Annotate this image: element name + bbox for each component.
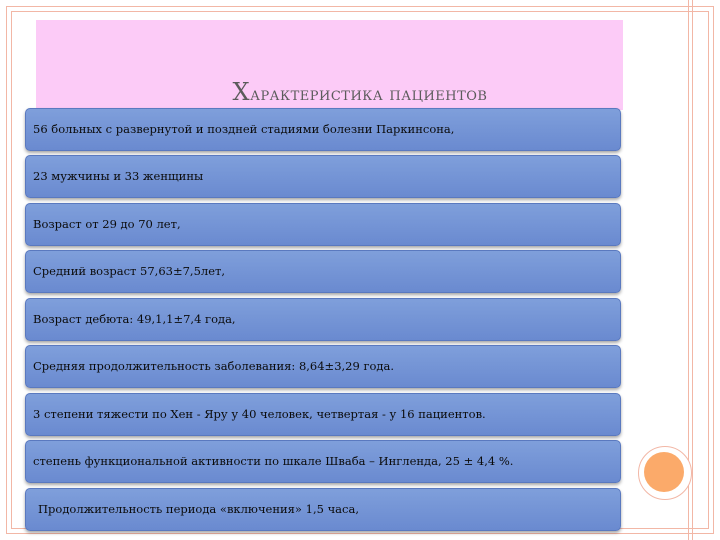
slide-title — [0, 78, 720, 106]
list-item — [25, 488, 621, 531]
list-item-text: степень функциональной активности по шкале Шваба – Ингленда, 25 ± 4,4 %. — [33, 454, 514, 468]
list-item-text: Возраст дебюта: 49,1,1±7,4 года, — [33, 312, 236, 326]
list-item — [25, 440, 621, 483]
list-item-text: Средний возраст 57,63±7,5лет, — [33, 264, 226, 278]
list-item-text: 56 больных с развернутой и поздней стадиями болезни Паркинсона, — [33, 122, 455, 136]
list-item — [25, 298, 621, 341]
list-item — [25, 203, 621, 246]
title-rest: арактеристика пациентов — [250, 84, 488, 105]
list-item — [25, 345, 621, 388]
list-item — [25, 108, 621, 151]
list-item-text: 3 степени тяжести по Хен - Яру у 40 человек, четвертая - у 16 пациентов. — [33, 407, 486, 421]
list-item-text: Средняя продолжительность заболевания: 8,64±3,29 года. — [33, 359, 394, 373]
list-item-text: Продолжительность периода «включения» 1,5 часа, — [38, 502, 359, 516]
list-item — [25, 393, 621, 436]
decorative-circle-orange — [644, 452, 684, 492]
title-first-letter: Х — [232, 78, 251, 106]
list-item-text: Возраст от 29 до 70 лет, — [33, 217, 181, 231]
list-item-text: 23 мужчины и 33 женщины — [33, 169, 204, 183]
list-item — [25, 250, 621, 293]
list-item — [25, 155, 621, 198]
